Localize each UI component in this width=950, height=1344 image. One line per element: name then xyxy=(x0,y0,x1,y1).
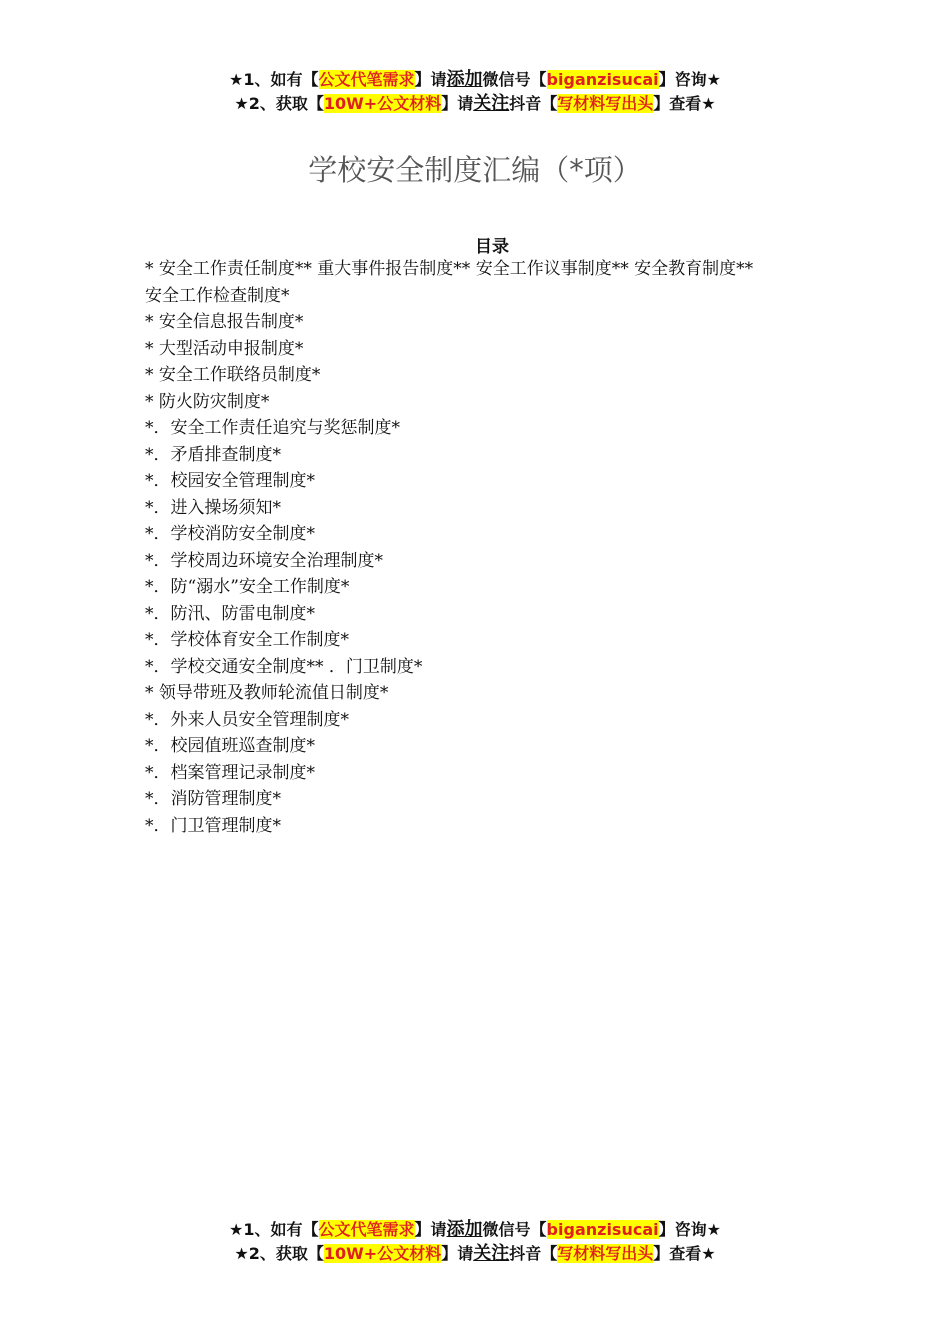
toc-item: * 安全信息报告制度* xyxy=(145,312,304,332)
promo-highlight: biganzisucai xyxy=(546,1220,659,1239)
toc-heading: 目录 xyxy=(475,237,509,257)
promo-highlight: 公文代笔需求 xyxy=(318,70,415,89)
promo-emphasis: 关注 xyxy=(473,1243,510,1264)
promo-text: 】请 xyxy=(441,1244,474,1263)
toc-item: *．外来人员安全管理制度* xyxy=(145,709,349,730)
promo-highlight: 10W+公文材料 xyxy=(323,94,442,113)
toc-item: *．防汛、防雷电制度* xyxy=(145,603,315,624)
toc-item: *．档案管理记录制度* xyxy=(145,762,315,783)
promo-banner-top xyxy=(0,68,950,116)
toc-item: 安全工作检查制度* xyxy=(145,285,290,306)
promo-text: 】咨询★ xyxy=(658,70,721,89)
promo-text: 】请 xyxy=(414,1220,447,1239)
promo-emphasis: 关注 xyxy=(473,93,510,114)
promo-highlight: 写材料写出头 xyxy=(557,94,654,113)
promo-text: 抖音【 xyxy=(509,94,558,113)
table-of-contents xyxy=(145,256,825,839)
promo-emphasis: 添加 xyxy=(446,69,483,90)
promo-line-2 xyxy=(0,1242,950,1266)
promo-text: 】查看★ xyxy=(653,94,716,113)
promo-highlight: 写材料写出头 xyxy=(557,1244,654,1263)
promo-line-1 xyxy=(0,1218,950,1242)
toc-item: * 大型活动申报制度* xyxy=(145,338,304,359)
promo-highlight: 公文代笔需求 xyxy=(318,1220,415,1239)
toc-item: *．学校体育安全工作制度* xyxy=(145,630,349,650)
promo-banner-bottom xyxy=(0,1218,950,1266)
promo-text: 抖音【 xyxy=(509,1244,558,1263)
toc-item: * 安全工作责任制度** 重大事件报告制度** 安全工作议事制度** 安全教育制度** xyxy=(145,259,754,279)
promo-text: ★1、如有【 xyxy=(229,70,319,89)
toc-item: *．安全工作责任追究与奖惩制度* xyxy=(145,418,400,438)
toc-item: * 安全工作联络员制度* xyxy=(145,365,321,385)
promo-text: 】查看★ xyxy=(653,1244,716,1263)
promo-text: 】请 xyxy=(441,94,474,113)
promo-text: ★2、获取【 xyxy=(234,94,324,113)
toc-item: *．校园值班巡查制度* xyxy=(145,736,315,756)
toc-item: *．学校周边环境安全治理制度* xyxy=(145,550,383,571)
toc-item: *．门卫管理制度* xyxy=(145,815,281,836)
toc-item: *．防“溺水”安全工作制度* xyxy=(145,577,350,597)
promo-text: 微信号【 xyxy=(482,70,547,89)
promo-text: 】咨询★ xyxy=(658,1220,721,1239)
promo-text: ★1、如有【 xyxy=(229,1220,319,1239)
promo-highlight: biganzisucai xyxy=(546,70,659,89)
promo-text: 】请 xyxy=(414,70,447,89)
promo-text: ★2、获取【 xyxy=(234,1244,324,1263)
toc-item: *．消防管理制度* xyxy=(145,789,281,809)
promo-highlight: 10W+公文材料 xyxy=(323,1244,442,1263)
toc-item: * 领导带班及教师轮流值日制度* xyxy=(145,683,389,703)
promo-line-2 xyxy=(0,92,950,116)
toc-item: *．学校交通安全制度** ．门卫制度* xyxy=(145,656,423,677)
promo-line-1 xyxy=(0,68,950,92)
toc-item: *．校园安全管理制度* xyxy=(145,471,315,491)
toc-item: * 防火防灾制度* xyxy=(145,391,270,412)
toc-item: *．进入操场须知* xyxy=(145,497,281,518)
toc-item: *．矛盾排查制度* xyxy=(145,444,281,465)
promo-emphasis: 添加 xyxy=(446,1219,483,1240)
toc-item: *．学校消防安全制度* xyxy=(145,524,315,544)
promo-text: 微信号【 xyxy=(482,1220,547,1239)
document-title: 学校安全制度汇编（*项） xyxy=(308,153,642,187)
